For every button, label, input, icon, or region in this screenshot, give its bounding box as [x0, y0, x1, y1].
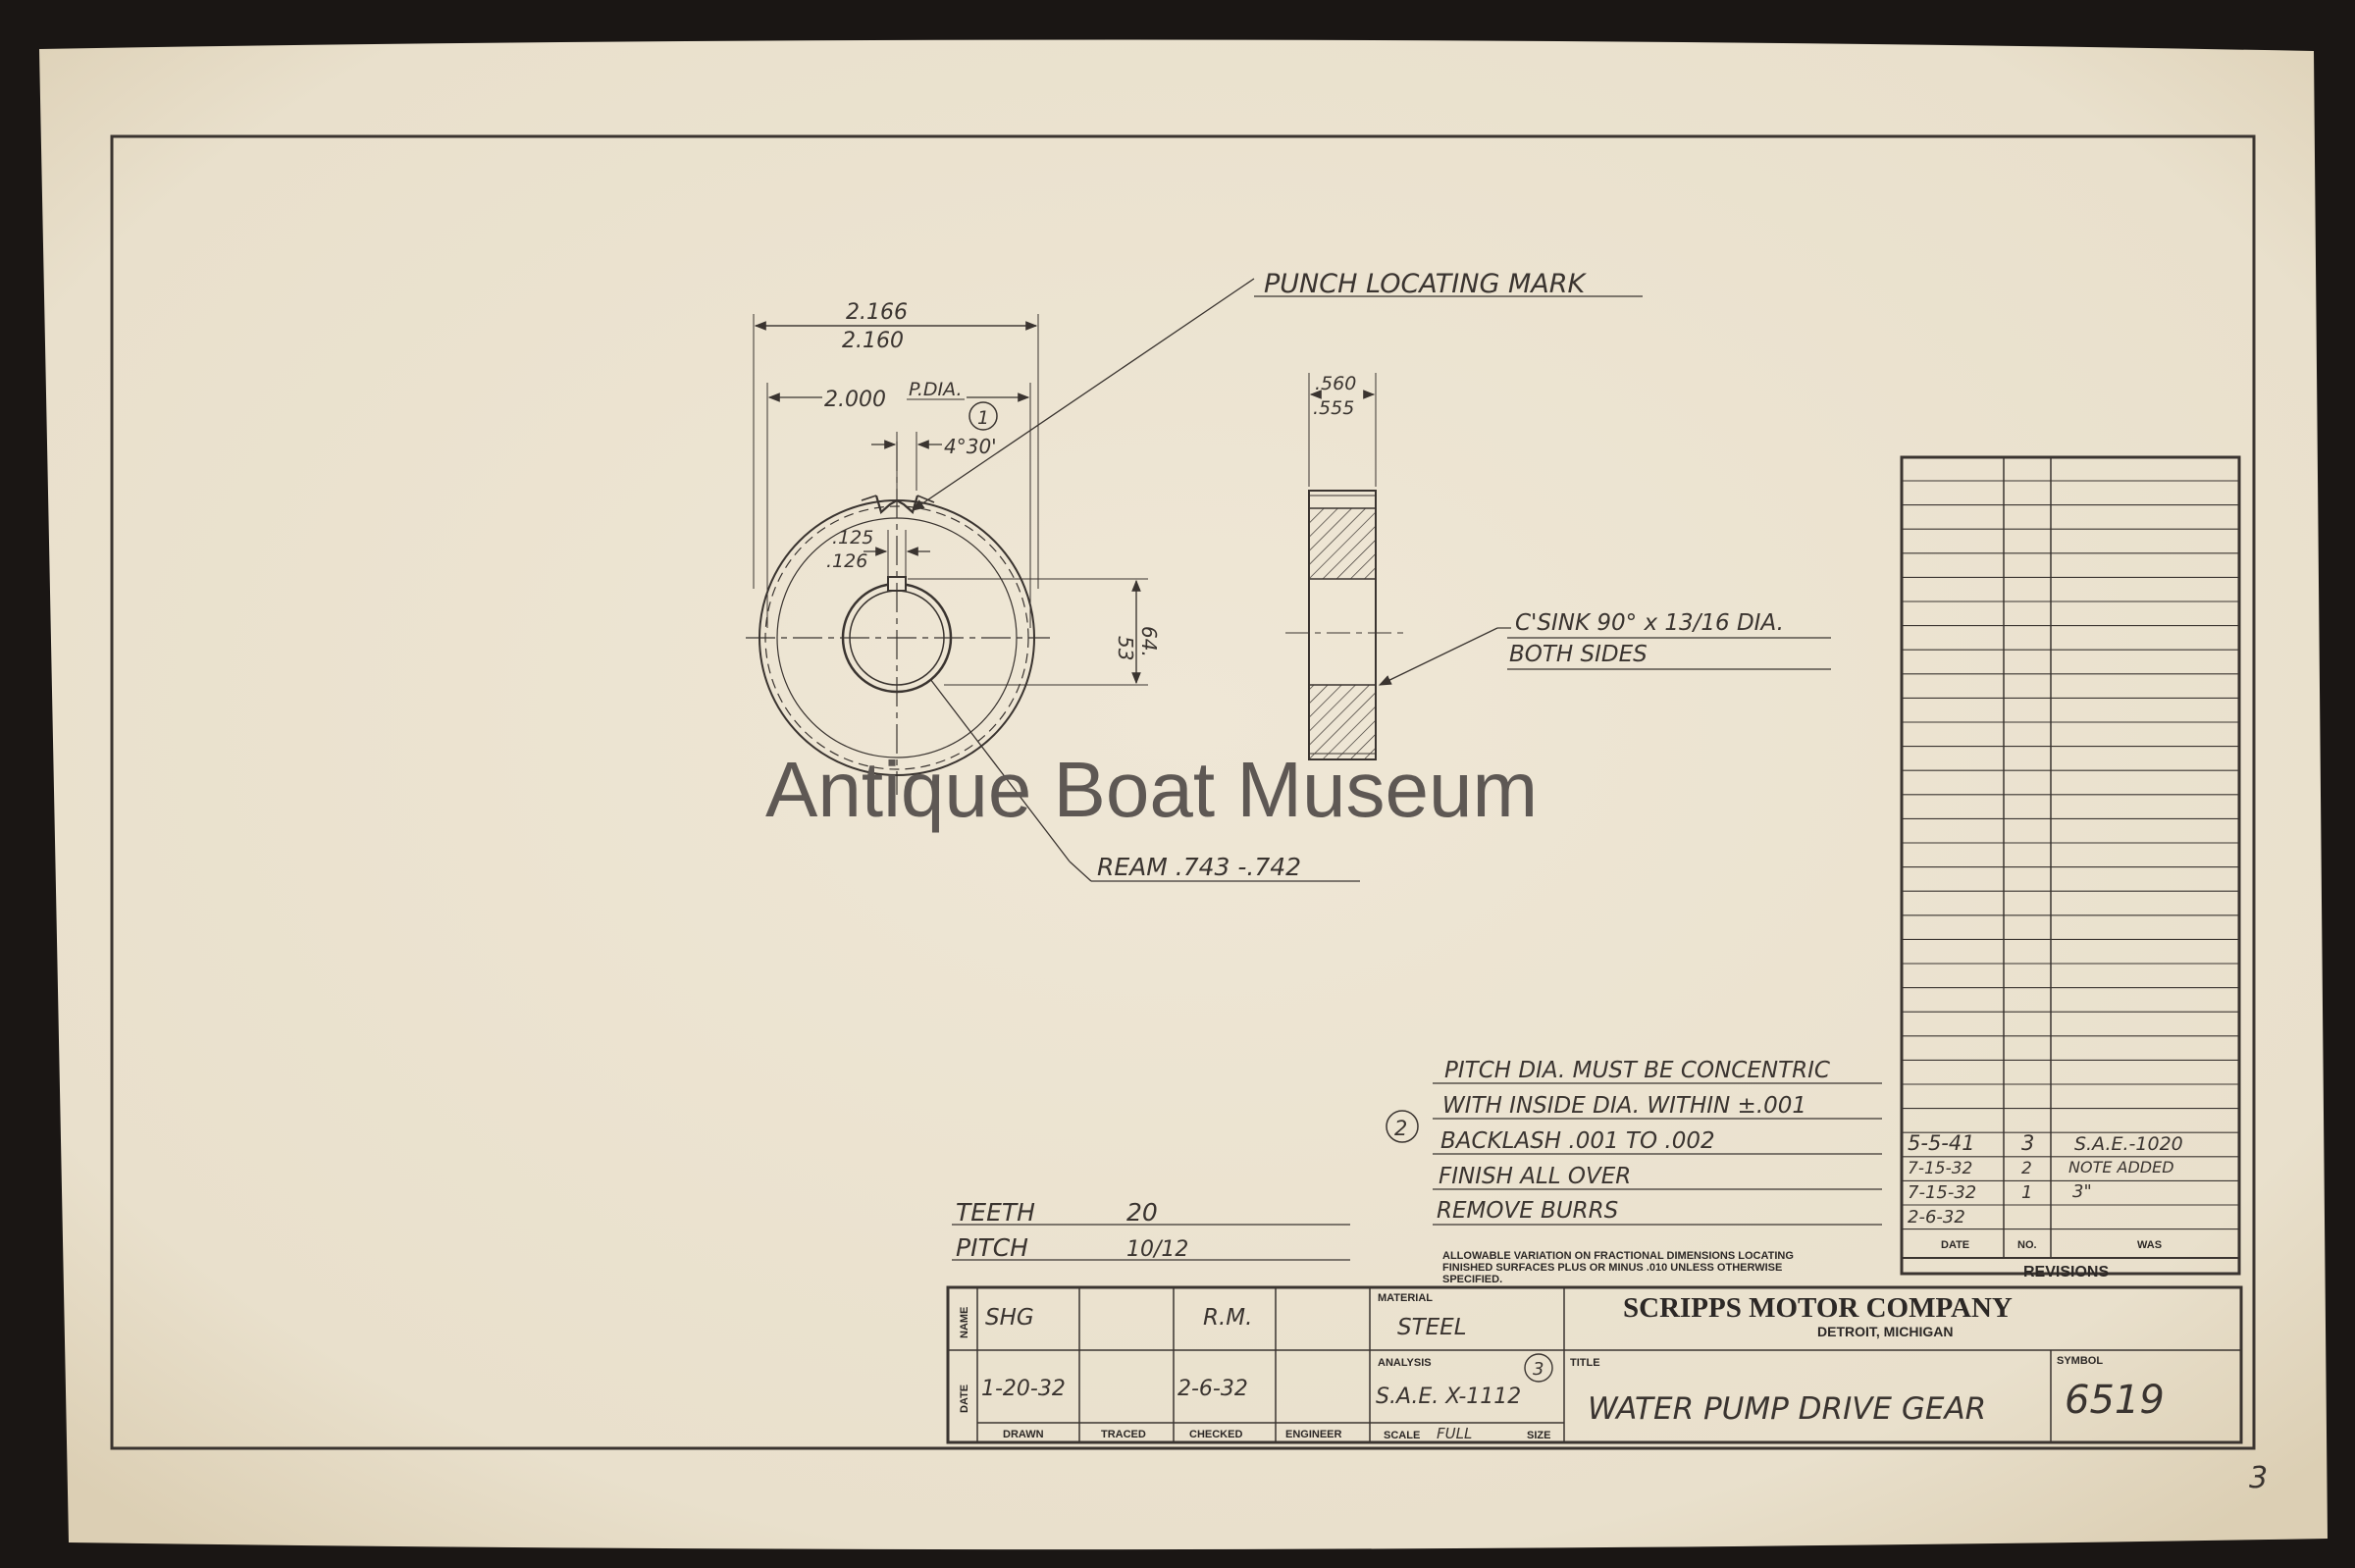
csink-line-1: C'SINK 90° x 13/16 DIA.: [1515, 610, 1784, 636]
rev-row-2-date: 7-15-32: [1908, 1159, 1973, 1178]
key-depth-upper: 53: [1114, 636, 1137, 661]
pitch-value: 10/12: [1126, 1237, 1189, 1262]
note-line-1: PITCH DIA. MUST BE CONCENTRIC: [1444, 1058, 1830, 1083]
note-ref-1: 1: [977, 407, 990, 429]
key-depth-lower: 64.: [1137, 626, 1161, 657]
ream-text: REAM .743 -.742: [1097, 853, 1302, 881]
tb-drawn-label: DRAWN: [1003, 1429, 1044, 1440]
note-line-5: REMOVE BURRS: [1437, 1198, 1619, 1224]
width-lower: .555: [1313, 397, 1355, 419]
tb-name-label: NAME: [959, 1306, 970, 1338]
sheet-mark: 3: [2249, 1461, 2269, 1495]
outer-dia-upper: 2.166: [846, 300, 908, 325]
tb-checked-name: R.M.: [1203, 1305, 1253, 1331]
tb-title-value: WATER PUMP DRIVE GEAR: [1588, 1391, 1987, 1427]
pitch-dia-label: P.DIA.: [909, 379, 963, 400]
csink-line-2: BOTH SIDES: [1509, 642, 1648, 667]
keyway-lower: .126: [826, 550, 868, 572]
rev-row-2-no: 2: [2021, 1159, 2032, 1178]
tb-date-label: DATE: [959, 1384, 970, 1413]
allowable-line-1: ALLOWABLE VARIATION ON FRACTIONAL DIMENSIONS LOCATING: [1442, 1250, 1794, 1262]
tb-analysis-value: S.A.E. X-1112: [1376, 1385, 1522, 1409]
tb-drawn-name: SHG: [985, 1305, 1034, 1331]
rev-row-3-was: 3": [2072, 1181, 2092, 1202]
tb-scale-label: SCALE: [1384, 1430, 1421, 1441]
pitch-dia-value: 2.000: [824, 388, 886, 412]
angle-text: 4°30': [944, 435, 997, 458]
note-line-4: FINISH ALL OVER: [1439, 1164, 1632, 1189]
teeth-value: 20: [1126, 1198, 1158, 1227]
teeth-label: TEETH: [956, 1198, 1035, 1227]
tb-drawn-date: 1-20-32: [981, 1377, 1066, 1401]
rev-row-2-was: NOTE ADDED: [2068, 1158, 2174, 1176]
tb-company: SCRIPPS MOTOR COMPANY: [1623, 1292, 2013, 1324]
rev-col-date: DATE: [1941, 1239, 1970, 1251]
rev-col-was: WAS: [2137, 1239, 2163, 1251]
outer-dia-lower: 2.160: [842, 329, 904, 353]
tb-location: DETROIT, MICHIGAN: [1817, 1324, 1954, 1339]
punch-text: PUNCH LOCATING MARK: [1264, 269, 1586, 299]
tb-symbol-value: 6519: [2065, 1378, 2165, 1423]
tb-engineer-label: ENGINEER: [1285, 1429, 1342, 1440]
tb-material-label: MATERIAL: [1378, 1292, 1434, 1304]
note-line-3: BACKLASH .001 TO .002: [1440, 1128, 1715, 1154]
allowable-line-2: FINISHED SURFACES PLUS OR MINUS .010 UNLESS OTHERWISE: [1442, 1262, 1783, 1274]
tb-scale-value: FULL: [1437, 1425, 1473, 1442]
rev-row-4-date: 2-6-32: [1908, 1207, 1965, 1228]
tb-symbol-label: SYMBOL: [2057, 1355, 2104, 1367]
rev-heading: REVISIONS: [2023, 1264, 2110, 1281]
tb-checked-label: CHECKED: [1189, 1429, 1243, 1440]
rev-row-3-no: 1: [2021, 1182, 2033, 1203]
width-upper: .560: [1315, 373, 1357, 394]
tb-analysis-label: ANALYSIS: [1378, 1357, 1432, 1369]
notes-ref-2: 2: [1394, 1117, 1408, 1140]
tb-title-label: TITLE: [1570, 1357, 1600, 1369]
rev-row-3-date: 7-15-32: [1908, 1182, 1977, 1203]
watermark: Antique Boat Museum: [765, 746, 1539, 833]
rev-row-1-no: 3: [2021, 1131, 2035, 1155]
allowable-line-3: SPECIFIED.: [1442, 1274, 1503, 1285]
tb-checked-date: 2-6-32: [1178, 1377, 1248, 1401]
rev-col-no: NO.: [2017, 1239, 2037, 1251]
keyway-upper: .125: [832, 527, 874, 549]
tb-size-label: SIZE: [1527, 1430, 1551, 1441]
rev-row-1-was: S.A.E.-1020: [2074, 1133, 2183, 1155]
note-line-2: WITH INSIDE DIA. WITHIN ±.001: [1442, 1093, 1807, 1119]
tb-traced-label: TRACED: [1101, 1429, 1146, 1440]
tb-analysis-ref: 3: [1533, 1359, 1544, 1380]
tb-material-value: STEEL: [1397, 1315, 1467, 1340]
rev-row-1-date: 5-5-41: [1908, 1131, 1975, 1155]
pitch-label: PITCH: [956, 1233, 1028, 1262]
